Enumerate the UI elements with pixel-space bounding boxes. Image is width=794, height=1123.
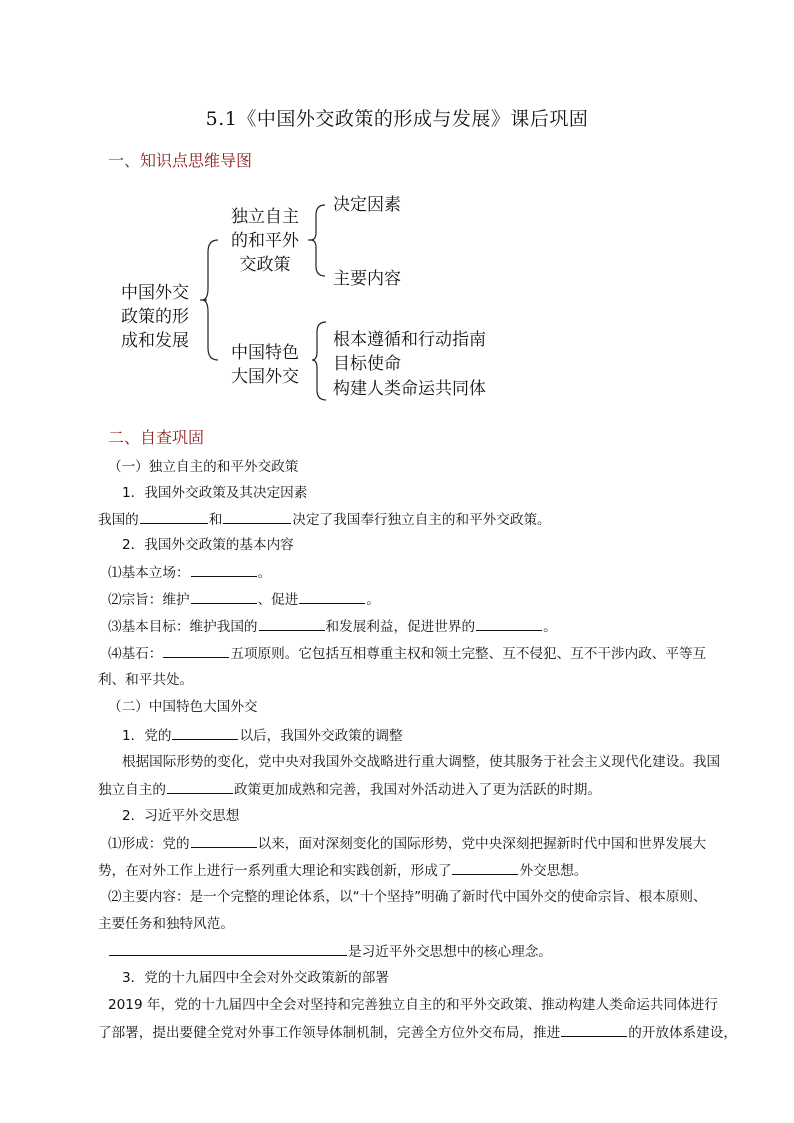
mindmap-leaf-community: 构建人类命运共同体 [333,379,486,399]
text: 政策更加成熟和完善，我国对外活动进入了更为活跃的时期。 [233,782,601,798]
paragraph-line: 根据国际形势的变化，党中央对我国外交战略进行重大调整，使其服务于社会主义现代化建设。我国 [122,754,721,770]
text: 五项原则。它包括互相尊重主权和领土完整、互不侵犯、互不干涉内政、平等互 [230,646,707,662]
fill-blank[interactable] [109,941,347,956]
mindmap-leaf-determinants: 决定因素 [333,195,401,215]
mindmap-branch-line: 的和平外 [231,231,299,251]
question-heading [122,725,403,746]
paragraph-line [108,643,706,664]
text: 以来，面对深刻变化的国际形势，党中央深刻把握新时代中国和世界发展大 [257,836,707,852]
fill-blank[interactable] [163,643,229,658]
fill-blank[interactable] [191,562,257,577]
mindmap-branch-line: 交政策 [239,255,291,275]
paragraph-line [98,509,551,530]
page-title: 5.1《中国外交政策的形成与发展》课后巩固 [205,108,589,130]
mindmap-branch-line: 独立自主 [231,207,299,227]
paragraph-line: 利、和平共处。 [98,672,194,688]
text: 势，在对外工作上进行一系列重大理论和实践创新，形成了 [98,863,452,879]
mindmap-branch-major-country-diplomacy [220,341,310,389]
branch2-brace [312,322,326,400]
paragraph-line [108,589,380,610]
text: 和发展利益，促进世界的 [325,619,476,635]
text: ⑴基本立场： [108,565,190,581]
text: ⑵宗旨：维护 [108,592,190,608]
question-heading: 2．习近平外交思想 [122,808,240,824]
paragraph-line [108,833,706,854]
paragraph-line [108,616,557,637]
text: 了部署，提出要健全党对外事工作领导体制机制，完善全方位外交布局，推进 [98,1025,561,1041]
mindmap-root-line: 成和发展 [121,331,189,351]
root-brace [202,240,218,360]
mindmap-branch-independent-policy [220,205,310,277]
paragraph-line: ⑵主要内容：是一个完整的理论体系，以“十个坚持”明确了新时代中国外交的使命宗旨、根本原则、 [108,889,707,905]
fill-blank[interactable] [172,725,238,740]
paragraph-line: 主要任务和独特风范。 [98,916,234,932]
paragraph-line [98,860,587,881]
fill-blank[interactable] [452,860,518,875]
mind-map [0,0,794,420]
subsection-heading: （一）独立自主的和平外交政策 [108,459,299,475]
text: 和 [208,512,223,528]
branch1-brace [311,205,325,276]
mindmap-root [110,281,200,353]
fill-blank[interactable] [223,509,291,524]
section-heading-mindmap: 一、知识点思维导图 [108,151,253,170]
paragraph-line [108,562,271,583]
mindmap-branch-line: 大国外交 [231,367,299,387]
text: 独立自主的 [98,782,166,798]
fill-blank[interactable] [140,509,208,524]
section-heading-review: 二、自查巩固 [108,428,205,447]
text: 1．党的 [122,728,172,744]
text: 的开放体系建设， [628,1025,737,1041]
fill-blank[interactable] [167,779,233,794]
fill-blank[interactable] [561,1022,627,1037]
subsection-heading: （二）中国特色大国外交 [108,699,258,715]
paragraph-line [108,941,552,962]
text: 是习近平外交思想中的核心理念。 [348,944,552,960]
mindmap-root-line: 中国外交 [121,283,189,303]
question-heading: 2．我国外交政策的基本内容 [122,537,294,553]
text: ⑷基石： [108,646,163,662]
fill-blank[interactable] [476,616,542,631]
question-heading: 1．我国外交政策及其决定因素 [122,485,308,501]
fill-blank[interactable] [191,833,257,848]
mindmap-leaf-main-content: 主要内容 [333,269,401,289]
mindmap-root-line: 政策的形 [121,307,189,327]
text: 决定了我国奉行独立自主的和平外交政策。 [292,512,551,528]
text: 。 [543,619,557,635]
text: 。 [366,592,380,608]
mindmap-leaf-mission: 目标使命 [333,354,401,374]
text: 我国的 [98,512,139,528]
text: 、促进 [257,592,299,608]
fill-blank[interactable] [259,616,325,631]
text: ⑶基本目标：维护我国的 [108,619,258,635]
text: ⑴形成：党的 [108,836,190,852]
mindmap-leaf-guideline: 根本遵循和行动指南 [333,330,486,350]
fill-blank[interactable] [299,589,365,604]
text: 。 [257,565,272,581]
paragraph-line [98,779,601,800]
text: 外交思想。 [519,863,588,879]
text: 以后，我国外交政策的调整 [239,728,403,744]
question-heading: 3．党的十九届四中全会对外交政策新的部署 [122,970,389,986]
fill-blank[interactable] [191,589,257,604]
mindmap-branch-line: 中国特色 [231,343,299,363]
paragraph-line: 2019 年，党的十九届四中全会对坚持和完善独立自主的和平外交政策、推动构建人类命运共同体进行 [108,997,718,1013]
paragraph-line [98,1022,737,1043]
